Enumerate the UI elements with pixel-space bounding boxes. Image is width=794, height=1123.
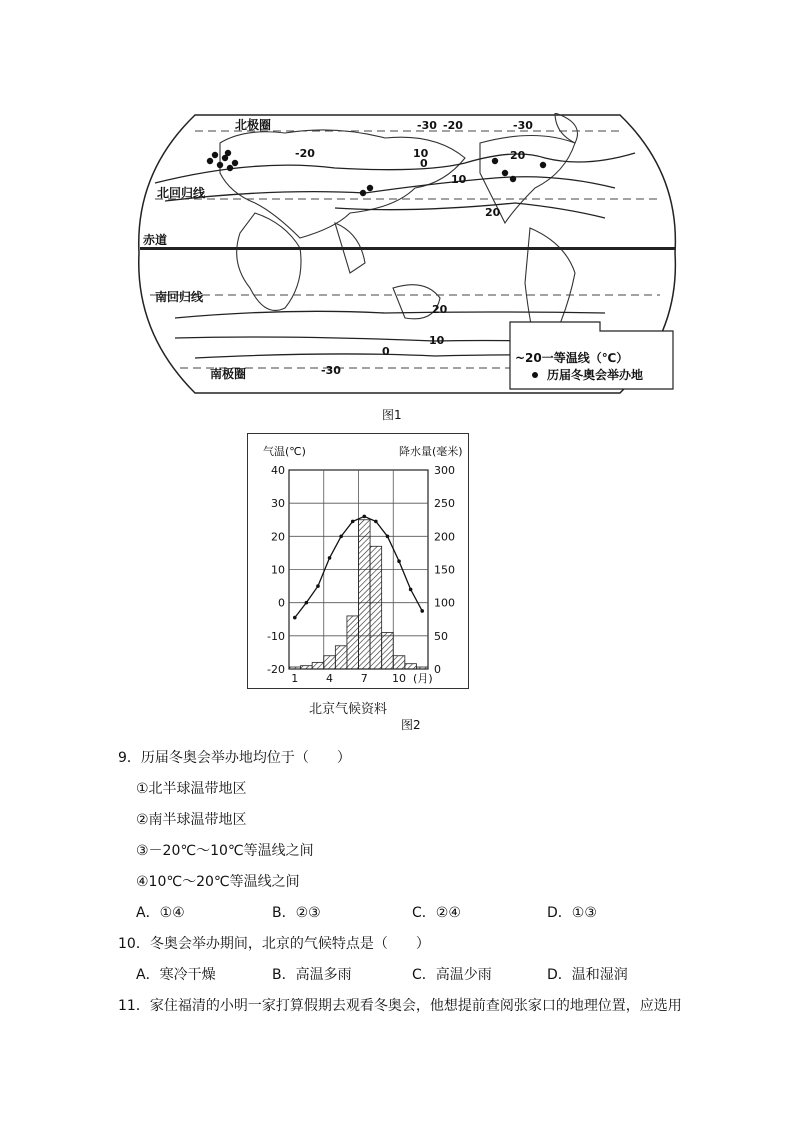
legend-isotherm: ~20一等温线（℃） [515, 351, 629, 365]
precipitation-bar [393, 656, 405, 669]
isotherm-label: 20 [510, 149, 526, 162]
tick-label-left: -20 [267, 663, 285, 676]
precipitation-bar [289, 667, 301, 669]
precipitation-bar [324, 656, 336, 669]
tick-label-right: 0 [434, 663, 441, 676]
equator-label: 赤道 [143, 233, 168, 247]
q9-item-4: ④10℃～20℃等温线之间 [136, 874, 300, 890]
tick-label-x: 4 [326, 672, 334, 685]
tick-label-x: 1 [291, 672, 299, 685]
tick-label-left: 0 [278, 596, 285, 610]
precipitation-bar [312, 662, 324, 669]
precipitation-bar [347, 616, 359, 669]
legend-dot-icon [532, 372, 538, 378]
isotherm-label: -30 [321, 364, 341, 377]
ylabel-left: 气温(℃) [263, 445, 306, 458]
question-9-stem: 9．历届冬奥会举办地均位于（ ） [118, 750, 351, 766]
tropic-capricorn-label: 南回归线 [155, 290, 204, 304]
tick-label-right: 150 [434, 563, 455, 577]
temperature-point [397, 559, 401, 563]
q9-item-3: ③－20℃～10℃等温线之间 [136, 843, 314, 859]
temperature-point [328, 556, 332, 560]
q10-option-a[interactable]: A．寒冷干燥 [136, 967, 216, 983]
precipitation-bar [416, 667, 428, 669]
map-legend [510, 322, 673, 389]
tick-label-right: 300 [434, 464, 455, 477]
q10-option-b[interactable]: B．高温多雨 [272, 967, 352, 983]
world-map [135, 113, 680, 395]
temperature-point [293, 616, 297, 620]
tick-label-left: 20 [271, 530, 285, 544]
q10-option-d[interactable]: D．温和湿润 [547, 967, 628, 983]
isotherm-label: 10 [451, 173, 467, 186]
host-site-markers [207, 150, 546, 196]
q9-option-c[interactable]: C．②④ [412, 905, 461, 921]
tick-label-left: 10 [271, 563, 285, 577]
precipitation-bar [301, 666, 313, 669]
precipitation-bar [370, 546, 382, 669]
q9-item-2: ②南半球温带地区 [136, 812, 247, 828]
tick-label-left: 30 [271, 497, 285, 511]
arctic-circle-label: 北极圈 [235, 118, 272, 132]
tick-label-left: -10 [267, 629, 285, 643]
temperature-point [386, 535, 390, 539]
temperature-point [305, 601, 309, 605]
temperature-point [420, 609, 424, 613]
q9-item-1: ①北半球温带地区 [136, 781, 247, 797]
isotherm-label: -30 [513, 119, 533, 132]
temperature-point [339, 535, 343, 539]
precipitation-bar [405, 664, 417, 669]
q9-option-b[interactable]: B．②③ [272, 905, 321, 921]
temperature-point [351, 520, 355, 524]
antarctic-circle-label: 南极圈 [210, 367, 247, 381]
question-11-stem: 11．家住福清的小明一家打算假期去观看冬奥会，他想提前查阅张家口的地理位置，应选用 [118, 998, 682, 1014]
isotherm-label: 20 [485, 206, 501, 219]
tick-label-right: 100 [434, 596, 455, 610]
figure2-title: 北京气候资料 [309, 702, 388, 717]
temperature-point [374, 520, 378, 524]
tick-label-right: 250 [434, 497, 455, 511]
isotherm-label: 0 [420, 157, 428, 170]
q9-option-d[interactable]: D．①③ [547, 905, 597, 921]
tick-label-x: 10 [392, 672, 407, 685]
precipitation-bar [382, 633, 394, 669]
isotherm-label: 20 [432, 303, 448, 316]
question-10-stem: 10．冬奥会举办期间，北京的气候特点是（ ） [118, 936, 430, 952]
temperature-point [362, 515, 366, 519]
isotherm-label: -20 [295, 147, 315, 160]
tropic-cancer-label: 北回归线 [157, 186, 206, 200]
isotherm-label: -30 [417, 119, 437, 132]
tick-label-right: 50 [434, 629, 448, 643]
figure1-caption: 图1 [382, 408, 402, 422]
figure2-caption: 图2 [401, 718, 421, 732]
precipitation-bar [335, 646, 347, 669]
precipitation-bar [359, 520, 371, 669]
isotherm-label: 10 [429, 334, 445, 347]
tick-label-x-unit: (月) [413, 672, 433, 685]
isotherm-label: 0 [382, 345, 390, 358]
tick-label-left: 40 [271, 464, 285, 477]
equator-line [140, 247, 675, 250]
temperature-point [409, 588, 413, 592]
q10-option-c[interactable]: C．高温少雨 [412, 967, 492, 983]
q9-option-a[interactable]: A．①④ [136, 905, 185, 921]
climate-chart [247, 433, 469, 689]
temperature-point [316, 584, 320, 588]
isotherm-label: 10 [413, 147, 429, 160]
ylabel-right: 降水量(毫米) [399, 445, 463, 458]
tick-label-right: 200 [434, 530, 455, 544]
tick-label-x: 7 [360, 672, 368, 685]
isotherm-label: -20 [443, 119, 463, 132]
legend-host-site: 历届冬奥会举办地 [547, 368, 644, 382]
